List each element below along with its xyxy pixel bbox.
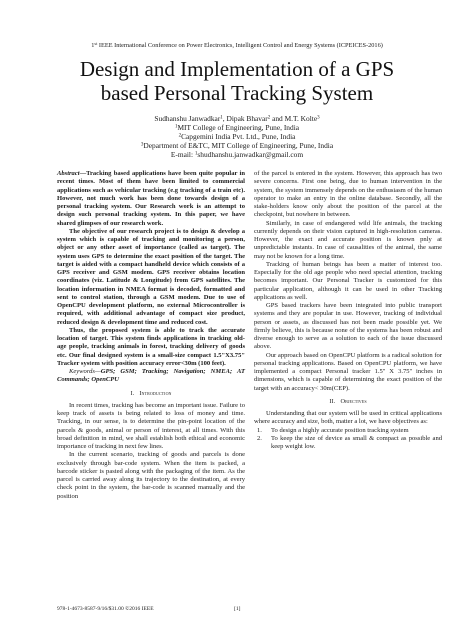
body-paragraph-2: Similarly, in case of endangered wild life animals, the tracking currently depends on their vision captured in high-resolution cameras. However, the exact and accurate position is known pnly at unpredictable instants. In case of causalities of the animal, the same may not be known for a long time. (254, 219, 442, 260)
author-2-sup: 2 (267, 115, 271, 121)
section-1-number: I. (130, 389, 135, 397)
affiliation-1 (0, 123, 474, 132)
section-2-number: II. (329, 397, 336, 405)
affiliation-3-sup: 3 (140, 142, 144, 148)
author-block (0, 114, 474, 159)
email-line (0, 150, 474, 159)
intro-paragraph-1: In recent times, tracking has become an important issue. Failure to keep track of assets is being related to loss of money and time. Tracking, in our sense, is to determine the pin-point location of the parcels & goods, animal or person of interest, at all times. With this broad definition in mind, we shall establish both ethical and economic importance of tracking in next few lines. (57, 401, 245, 450)
affiliation-1-text: MIT College of Engineering, Pune, India (177, 123, 300, 132)
section-heading-introduction (57, 390, 245, 398)
author-1: Sudhanshu Janwadkar (154, 114, 221, 123)
affiliation-3-text: Department of E&TC, MIT College of Engineering, Pune, India (143, 141, 334, 150)
footer-copyright: 978-1-4673-8587-9/16/$31.00 ©2016 IEEE (57, 606, 154, 612)
conf-ordinal-sup: st (94, 41, 98, 46)
abstract-paragraph-3: Thus, the proposed system is able to track the accurate location of target. This system finds applications in tracking old-age people, tracking animals in forest, tracking delivery of goods etc. Our final designed system is a small-size compact 1.5"X3.75" Tracker system with position accuracy error<30m (100 feet). (57, 326, 245, 367)
keywords-heading: Keywords— (69, 368, 101, 375)
title-line-2: based Personal Tracking System (100, 81, 374, 105)
body-paragraph-1: of the parcel is entered in the system. However, this approach has two severe concerns. First one being, due to human intervention in the system, the system immensely depends on the enthusiasm of the human operator to make an entry in the online database. Secondly, all the stake-holders know only about the position of the parcel at the checkpoint, but nowhere in between. (254, 170, 442, 219)
list-item-text: To keep the size of device as small & compact as possible and keep weight low. (271, 434, 442, 450)
section-1-title: Introduction (139, 389, 172, 397)
author-names (0, 114, 474, 123)
list-item-number: 2. (257, 434, 262, 442)
left-column (57, 170, 245, 501)
abstract-paragraph-1 (57, 170, 245, 228)
list-item-text: To design a highly accurate position tracking system (271, 426, 409, 434)
keywords-text: GPS; GSM; Tracking; Navigation; NMEA; AT Commands; OpenCPU (57, 368, 245, 384)
author-1-sup: 1 (220, 115, 223, 121)
conf-ordinal: 1 (91, 42, 95, 49)
email-label: E-mail: (170, 150, 195, 159)
page-number: [1] (234, 606, 241, 612)
body-paragraph-5: Our approach based on OpenCPU platform is a radical solution for personal tracking applications. Based on OpenCPU platform, we have implemented a compact Personal tracker 1.5'' X 3.75'' inches in dimensions, which is capable of determining the exact position of the target with an accuracy< 30m(CEP). (254, 351, 442, 392)
abstract-heading: Abstract (57, 170, 80, 177)
affiliation-2-sup: 2 (178, 133, 182, 139)
title-line-1: Design and Implementation of a GPS (79, 57, 395, 81)
abstract-paragraph-2: The objective of our research project is to design & develop a system which is capable of tracking and monitoring a person, object or any other asset of importance (called as target). The system uses GPS to determine the exact position of the target. The target is aided with a compact handheld device which consists of a GPS receiver and GSM modem. GPS receiver obtains location coordinates (viz. Latitude & Longitude) from GPS satellites. The location information in NMEA format is decoded, formatted and sent to control station, through a GSM modem. Due to use of OpenCPU development platform, no external Microcontroller is required, with additional advantage of compact size product, reduced design & development time and reduced cost. (57, 227, 245, 326)
list-item (254, 427, 442, 435)
affiliation-2-text: Capgemini India Pvt. Ltd., Pune, India (181, 132, 296, 141)
email-sup: 1 (194, 151, 198, 157)
list-item-number: 1. (257, 426, 262, 434)
affiliation-1-sup: 1 (174, 124, 178, 130)
email-address: shudhanshu.janwadkar@gmail.com (197, 150, 304, 159)
body-paragraph-4: GPS based trackers have been integrated into public transport systems and they are popular in use. However, tracking of individual person or assets, as discussed has not been made possible yet. We firmly believe, this is because none of the systems has been robust and diverse enough to serve as a solution to each of the issue discussed above. (254, 302, 442, 351)
author-3: and M.T. Kolte (270, 114, 318, 123)
objectives-intro: Understanding that our system will be used in critical applications where accuracy and size, both, matter a lot, we have objectives as: (254, 410, 442, 426)
abstract-text: —Tracking based applications have been quite popular in recent times. Most of them have been limited to commercial applications such as vehicular tracking (e.g tracking of a train etc). However, not much work has been done towards design of a personal tracking system. Our Research work is an attempt to design such personal tracking system. In this paper, we have shared glimpses of our research work. (57, 170, 245, 227)
objectives-list (254, 427, 442, 452)
affiliation-2 (0, 132, 474, 141)
section-heading-objectives (254, 398, 442, 406)
right-column (254, 170, 442, 451)
list-item (254, 435, 442, 452)
intro-paragraph-2: In the current scenario, tracking of goods and parcels is done exclusively through bar-code system. When the item is packed, a barcode sticker is pasted along with the packaging of the item. As the parcel is carried away along its trajectory to the destination, at every check point in the system, the bar-code is scanned manually and the position (57, 451, 245, 500)
author-3-sup: 3 (317, 115, 320, 121)
paper-title (0, 57, 474, 105)
affiliation-3 (0, 141, 474, 150)
section-2-title: Objectives (340, 397, 367, 405)
keywords (57, 368, 245, 385)
conf-name: IEEE International Conference on Power Electronics, Intelligent Control and Energy Systems (ICPEICES-2016) (97, 42, 383, 49)
conference-header (0, 42, 474, 50)
author-2: , Dipak Bhavar (222, 114, 268, 123)
body-paragraph-3: Tracking of human beings has been a matter of interest too. Especially for the old age people who need special attention, tracking becomes important. Our Personal Tracker is customized for this particular application, although it can be used in other Tracking applications as well. (254, 260, 442, 301)
